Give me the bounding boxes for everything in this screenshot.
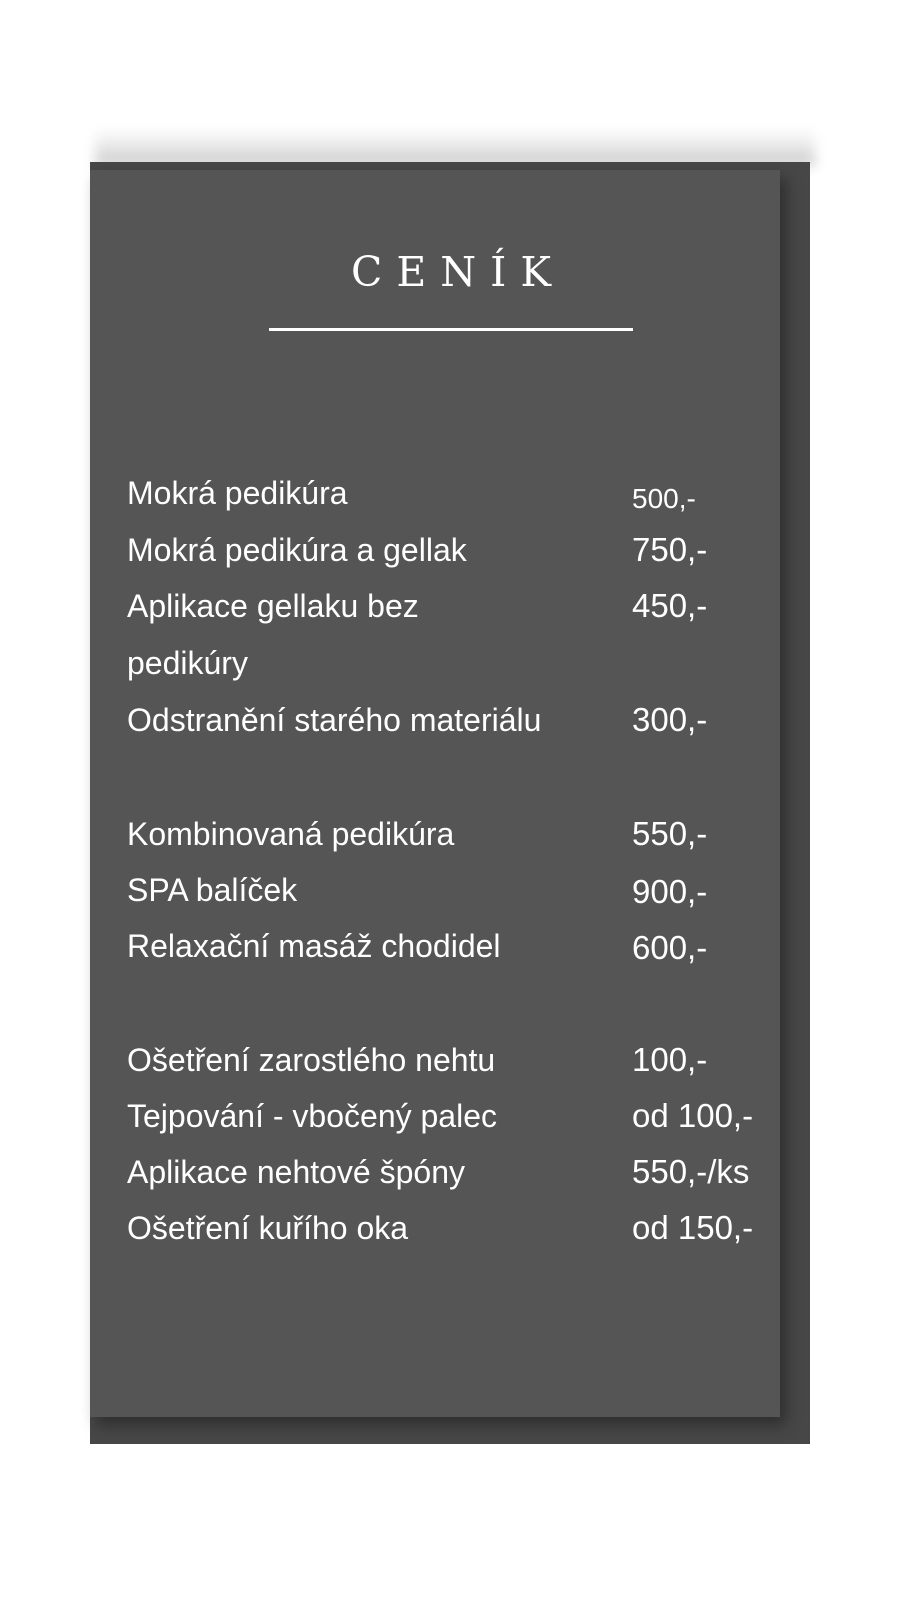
service-name: Mokrá pedikúra a gellak [127,532,467,568]
service-price: 300,- [632,701,708,738]
service-price: 550,-/ks [632,1153,750,1190]
service-price: 600,- [632,929,708,966]
service-price: od 100,- [632,1097,754,1134]
service-price: 750,- [632,531,708,568]
service-price: 450,- [632,587,708,624]
service-name: Odstranění starého materiálu [127,702,542,738]
page-title: CENÍK [350,248,565,296]
service-price: 100,- [632,1041,708,1078]
service-name: Aplikace nehtové špóny [127,1154,465,1190]
service-name: Kombinovaná pedikúra [127,816,455,852]
card-shadow [95,128,815,166]
service-name: Ošetření zarostlého nehtu [127,1042,496,1078]
service-name: Aplikace gellaku bez pedikúry [127,588,419,681]
service-name: Mokrá pedikúra [127,475,348,511]
service-price: 550,- [632,815,708,852]
service-name: SPA balíček [127,872,298,908]
service-price: 500,- [632,483,696,514]
service-price: 900,- [632,873,708,910]
service-price: od 150,- [632,1209,754,1246]
service-name: Tejpování - vbočený palec [127,1098,497,1134]
title-divider [269,328,633,331]
service-name: Ošetření kuřího oka [127,1210,409,1246]
service-name: Relaxační masáž chodidel [127,928,501,964]
